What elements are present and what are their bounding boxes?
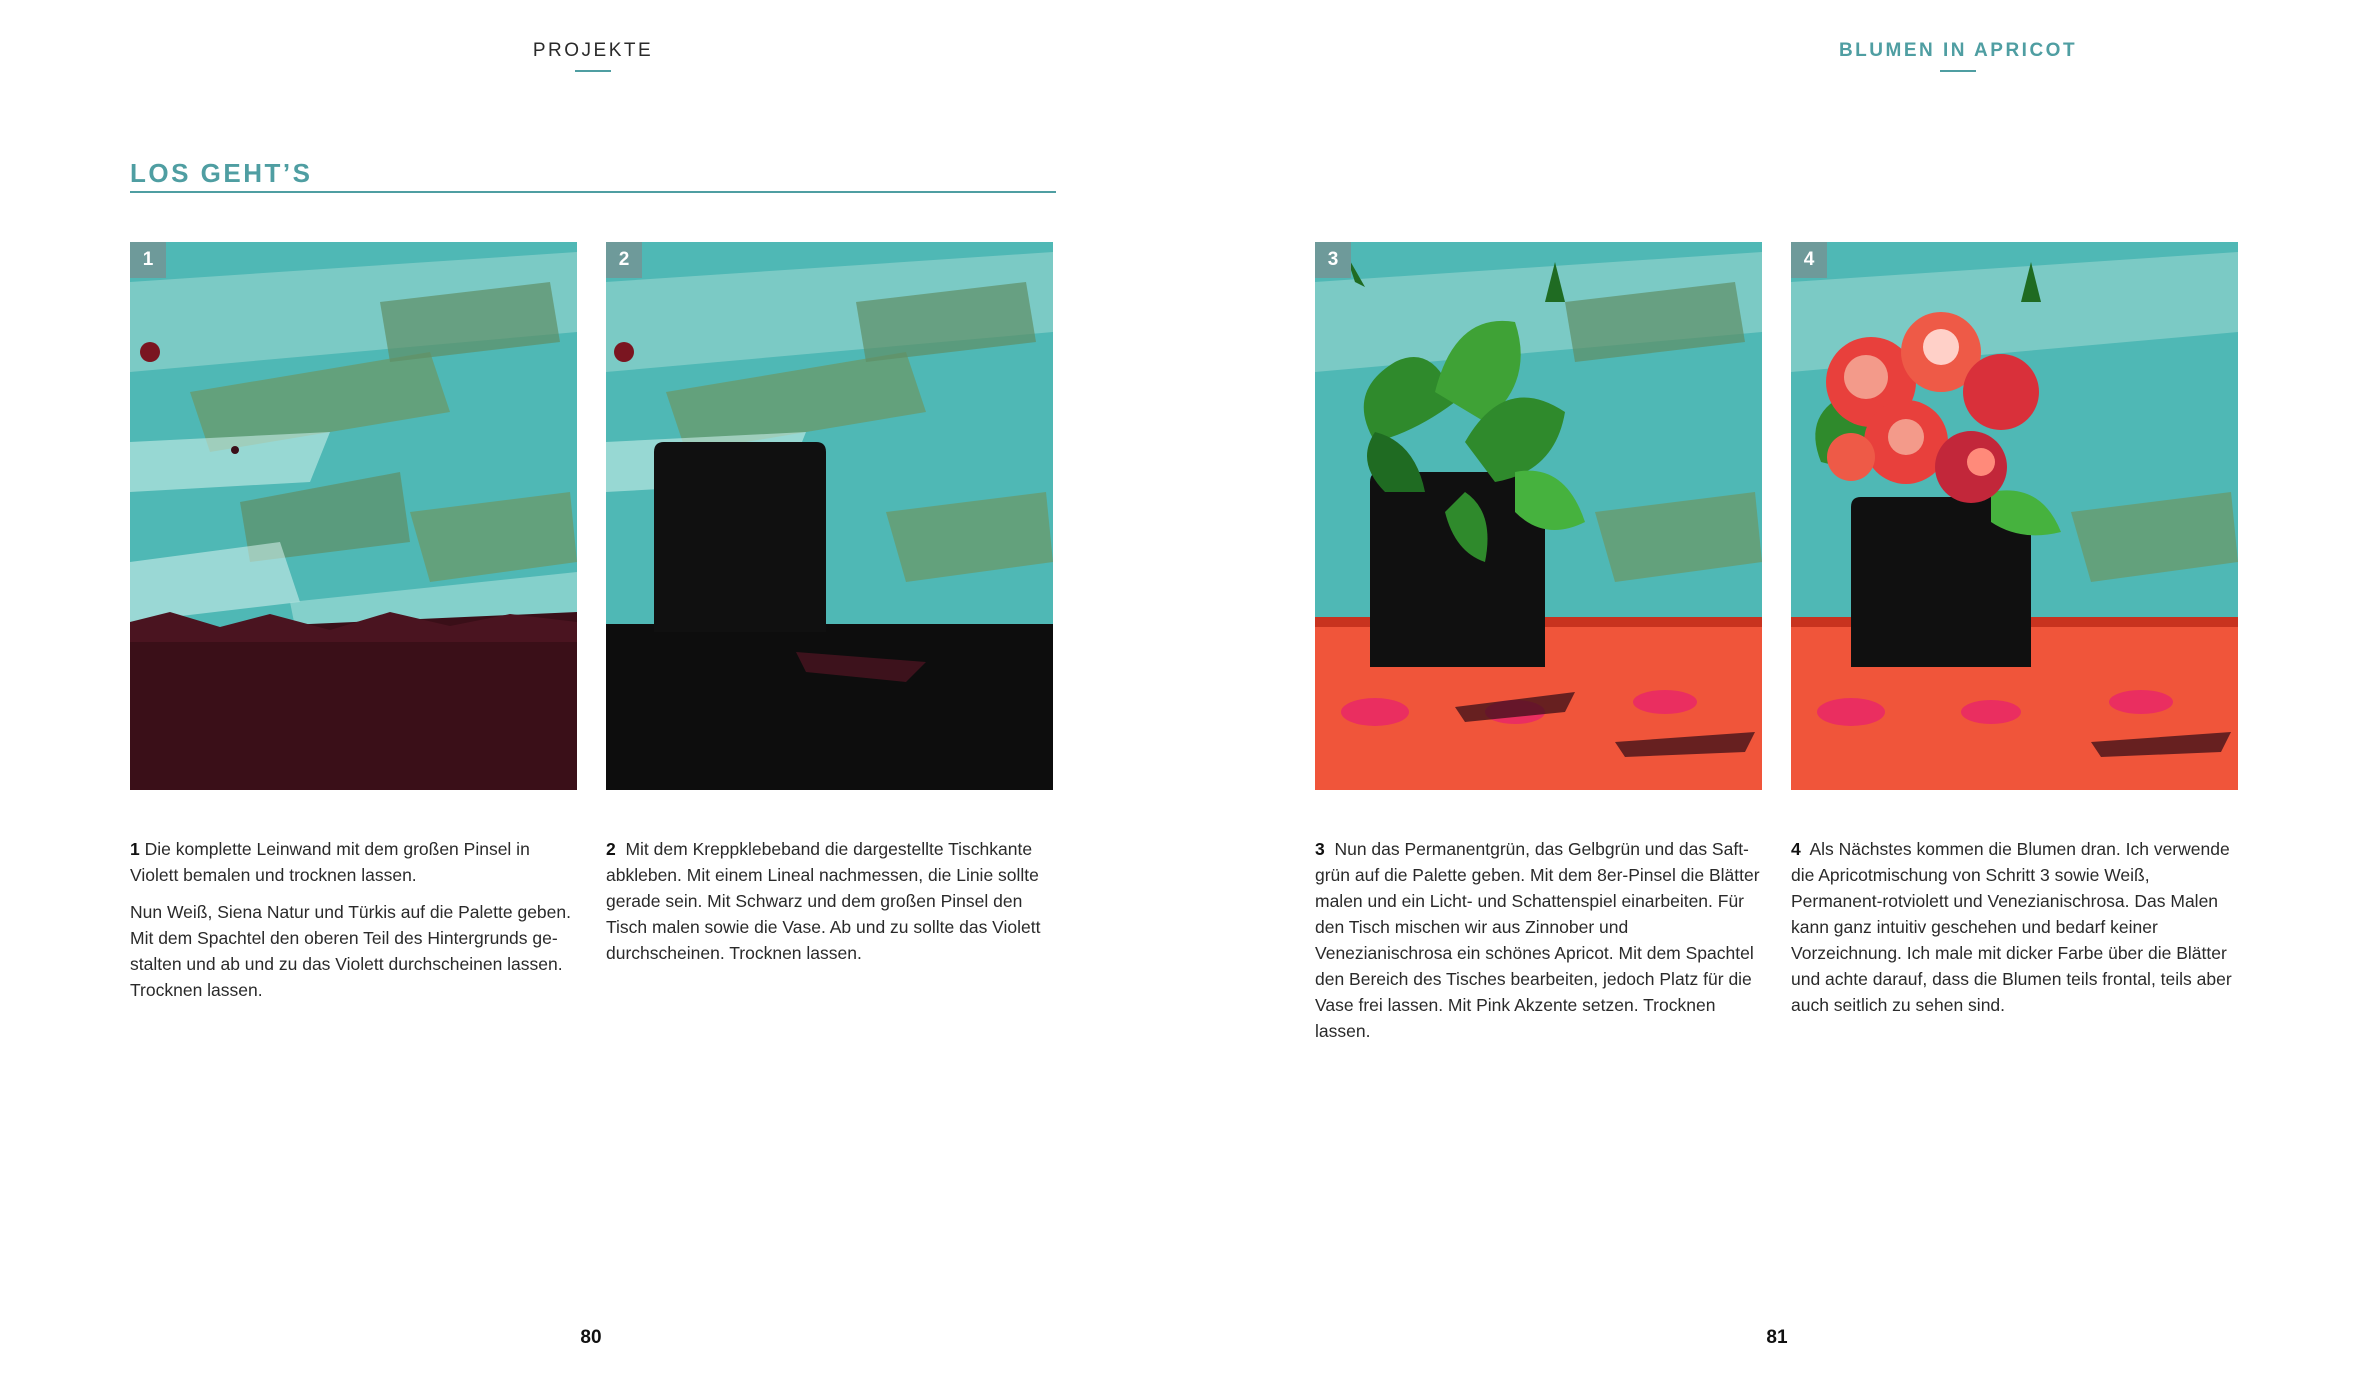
step-4-painting-art <box>1791 242 2238 790</box>
step-4-number: 4 <box>1791 839 1801 859</box>
step-4-paragraph-1 <box>1791 836 2241 1018</box>
step-1-text <box>130 836 580 1014</box>
step-4-paragraph-1-text: Als Nächstes kommen die Blumen dran. Ich verwende die Apricotmischung von Schritt 3 sowie Weiß, Permanent-rotviolett und Venezianischrosa. Das Malen kann ganz intuitiv geschehen und bedarf keiner Vorzeichnung. Ich male mit dicker Farbe über die Blätter und achte darauf, dass die Blumen teils frontal, teils aber auch seitlich zu sehen sind. <box>1791 839 2232 1015</box>
step-3-text <box>1315 836 1765 1055</box>
running-head-right-text: BLUMEN IN APRICOT <box>1838 40 2078 61</box>
section-title: LOS GEHT’S <box>130 158 313 188</box>
step-1-badge: 1 <box>130 242 166 278</box>
step-4-painting <box>1791 242 2238 790</box>
step-2-painting-art <box>606 242 1053 790</box>
step-1-paragraph-1-text: Die komplette Leinwand mit dem großen Pinsel in Violett bemalen und trocknen lassen. <box>130 839 530 885</box>
step-1-number: 1 <box>130 839 140 859</box>
step-2-number: 2 <box>606 839 616 859</box>
running-head-right-rule <box>1940 70 1976 72</box>
step-2-painting <box>606 242 1053 790</box>
step-4-badge: 4 <box>1791 242 1827 278</box>
step-3-paragraph-1-text: Nun das Permanentgrün, das Gelbgrün und das Saft-grün auf die Palette geben. Mit dem 8er-Pinsel die Blätter malen und ein Licht- und Schattenspiel einarbeiten. Für den Tisch mischen wir aus Zinnober und Venezianischrosa ein schönes Apricot. Mit dem Spachtel den Bereich des Tisches bearbeiten, jedoch Platz für die Vase frei lassen. Mit Pink Akzente setzen. Trocknen lassen. <box>1315 839 1760 1041</box>
step-3-badge: 3 <box>1315 242 1351 278</box>
step-2-paragraph-1 <box>606 836 1056 966</box>
step-3-paragraph-1 <box>1315 836 1765 1044</box>
step-2-paragraph-1-text: Mit dem Kreppklebeband die dargestellte Tischkante abkleben. Mit einem Lineal nachmessen, die Linie sollte gerade sein. Mit Schwarz und dem großen Pinsel den Tisch malen sowie die Vase. Ab und zu sollte das Violett durchscheinen. Trocknen lassen. <box>606 839 1041 963</box>
running-head-right <box>1758 40 2158 72</box>
step-1-paragraph-2: Nun Weiß, Siena Natur und Türkis auf die Palette geben. Mit dem Spachtel den oberen Teil des Hintergrunds ge-stalten und ab und zu das Violett durchscheinen lassen. Trocknen lassen. <box>130 902 571 1000</box>
running-head-left <box>393 40 793 72</box>
step-1-paragraph-1 <box>130 836 580 888</box>
step-3-number: 3 <box>1315 839 1325 859</box>
page-number-right: 81 <box>1766 1327 1788 1348</box>
step-2-text <box>606 836 1056 977</box>
section-title-rule <box>130 191 1056 193</box>
running-head-left-rule <box>575 70 611 72</box>
page-number-left: 80 <box>580 1327 602 1348</box>
step-1-painting <box>130 242 577 790</box>
step-3-painting-art <box>1315 242 1762 790</box>
step-1-painting-art <box>130 242 577 790</box>
right-page <box>1181 0 2362 1388</box>
step-2-badge: 2 <box>606 242 642 278</box>
step-4-text <box>1791 836 2241 1029</box>
running-head-left-text: PROJEKTE <box>532 40 654 61</box>
step-3-painting <box>1315 242 1762 790</box>
